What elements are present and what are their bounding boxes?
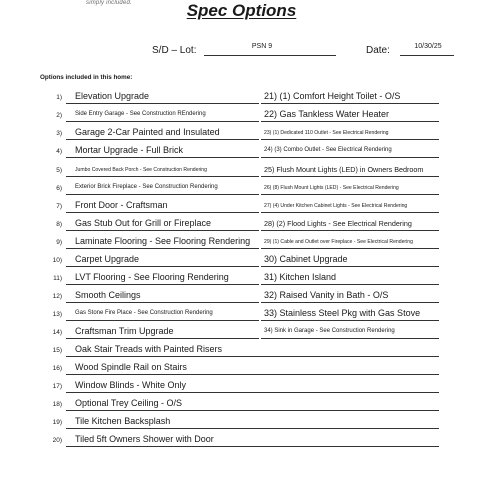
left-underline (66, 103, 259, 104)
left-underline (66, 248, 259, 249)
option-left-text: Craftsman Trim Upgrade (75, 326, 174, 336)
full-underline (66, 392, 439, 393)
full-underline (66, 446, 439, 447)
option-number: 16) (52, 365, 62, 372)
option-left-text: Tile Kitchen Backsplash (75, 416, 171, 426)
option-right-text: 25) Flush Mount Lights (LED) in Owners Bedroom (264, 165, 424, 174)
logo-tagline: simply included. (86, 0, 132, 6)
option-number: 7) (56, 203, 62, 210)
right-underline (261, 103, 439, 104)
full-underline (66, 410, 439, 411)
option-row (0, 107, 483, 125)
left-underline (66, 139, 259, 140)
option-right-text: 27) (4) Under Kitchen Cabinet Lights - See Electrical Rendering (264, 203, 408, 209)
option-left-text: Wood Spindle Rail on Stairs (75, 362, 187, 372)
left-underline (66, 266, 259, 267)
option-right-text: 23) (1) Dedicated 110 Outlet - See Electrical Rendering (264, 130, 389, 136)
option-left-text: Optional Trey Ceiling - O/S (75, 398, 183, 408)
option-row (0, 396, 483, 414)
option-number: 8) (56, 221, 62, 228)
option-row (0, 306, 483, 324)
option-row (0, 378, 483, 396)
option-left-text: Oak Stair Treads with Painted Risers (75, 344, 223, 354)
right-underline (261, 302, 439, 303)
date-label: Date: (366, 45, 390, 56)
right-underline (261, 121, 439, 122)
option-row (0, 432, 483, 450)
left-underline (66, 212, 259, 213)
lot-label: S/D – Lot: (152, 45, 197, 56)
option-number: 17) (52, 383, 62, 390)
option-row (0, 89, 483, 107)
right-underline (261, 176, 439, 177)
option-left-text: Gas Stub Out for Grill or Fireplace (75, 218, 212, 228)
option-number: 12) (52, 293, 62, 300)
option-left-text: Laminate Flooring - See Flooring Rendering (75, 236, 251, 246)
right-underline (261, 230, 439, 231)
option-row (0, 180, 483, 198)
option-right-text: 22) Gas Tankless Water Heater (264, 109, 390, 119)
option-number: 11) (53, 275, 62, 282)
option-right-text: 31) Kitchen Island (264, 272, 337, 282)
option-row (0, 288, 483, 306)
right-underline (261, 284, 439, 285)
option-left-text: Exterior Brick Fireplace - See Construction Rendering (75, 184, 218, 190)
left-underline (66, 284, 259, 285)
page-title-text: Spec Options (186, 1, 297, 20)
option-row (0, 143, 483, 161)
option-row (0, 252, 483, 270)
option-number: 10) (52, 257, 62, 264)
option-row (0, 324, 483, 342)
option-row (0, 125, 483, 143)
option-left-text: Side Entry Garage - See Construction REndering (75, 111, 206, 117)
option-row (0, 198, 483, 216)
option-row (0, 414, 483, 432)
option-right-text: 21) (1) Comfort Height Toilet - O/S (264, 91, 401, 101)
option-row (0, 342, 483, 360)
left-underline (66, 176, 259, 177)
option-number: 1) (56, 94, 62, 101)
page-title (0, 1, 483, 21)
option-right-text: 32) Raised Vanity in Bath - O/S (264, 290, 389, 300)
option-number: 3) (56, 130, 62, 137)
lot-underline (204, 55, 336, 56)
right-underline (261, 338, 439, 339)
full-underline (66, 428, 439, 429)
option-row (0, 360, 483, 378)
full-underline (66, 374, 439, 375)
full-underline (66, 356, 439, 357)
left-underline (66, 320, 259, 321)
option-left-text: Front Door - Craftsman (75, 200, 168, 210)
date-underline (400, 55, 454, 56)
option-row (0, 270, 483, 288)
right-underline (261, 248, 439, 249)
option-left-text: Smooth Ceilings (75, 290, 141, 300)
option-row (0, 216, 483, 234)
option-number: 6) (56, 185, 62, 192)
option-left-text: Gas Stone Fire Place - See Construction Rendering (75, 310, 213, 316)
left-underline (66, 230, 259, 231)
right-underline (261, 157, 439, 158)
option-right-text: 30) Cabinet Upgrade (264, 254, 348, 264)
lot-value: PSN 9 (251, 43, 273, 50)
option-left-text: Window Blinds - White Only (75, 380, 187, 390)
option-row (0, 162, 483, 180)
option-left-text: Jumbo Covered Back Porch - See Construction Rendering (75, 167, 207, 173)
option-left-text: Carpet Upgrade (75, 254, 140, 264)
option-right-text: 34) Sink in Garage - See Construction Rendering (264, 328, 395, 334)
option-number: 18) (52, 401, 62, 408)
option-number: 20) (52, 437, 62, 444)
right-underline (261, 266, 439, 267)
option-number: 9) (56, 239, 62, 246)
right-underline (261, 194, 439, 195)
option-right-text: 26) (8) Flush Mount Lights (LED) - See Electrical Rendering (264, 185, 399, 191)
option-row (0, 234, 483, 252)
option-right-text: 28) (2) Flood Lights - See Electrical Rendering (264, 219, 412, 228)
option-right-text: 29) (1) Cable and Outlet over Fireplace - See Electrical Rendering (264, 239, 413, 245)
left-underline (66, 121, 259, 122)
option-number: 13) (52, 311, 62, 318)
section-title: Options included in this home: (40, 74, 133, 81)
option-left-text: Elevation Upgrade (75, 91, 150, 101)
left-underline (66, 302, 259, 303)
option-right-text: 33) Stainless Steel Pkg with Gas Stove (264, 308, 421, 318)
option-left-text: Garage 2-Car Painted and Insulated (75, 127, 220, 137)
option-left-text: Mortar Upgrade - Full Brick (75, 145, 184, 155)
option-number: 5) (56, 167, 62, 174)
option-left-text: LVT Flooring - See Flooring Rendering (75, 272, 229, 282)
option-number: 19) (52, 419, 62, 426)
option-number: 14) (52, 329, 62, 336)
option-number: 2) (56, 112, 62, 119)
right-underline (261, 212, 439, 213)
option-left-text: Tiled 5ft Owners Shower with Door (75, 434, 214, 444)
option-right-text: 24) (3) Combo Outlet - See Electrical Rendering (264, 147, 392, 153)
right-underline (261, 139, 439, 140)
right-underline (261, 320, 439, 321)
date-value: 10/30/25 (414, 43, 442, 50)
left-underline (66, 194, 259, 195)
left-underline (66, 157, 259, 158)
option-number: 4) (56, 148, 62, 155)
option-number: 15) (52, 347, 62, 354)
left-underline (66, 338, 259, 339)
